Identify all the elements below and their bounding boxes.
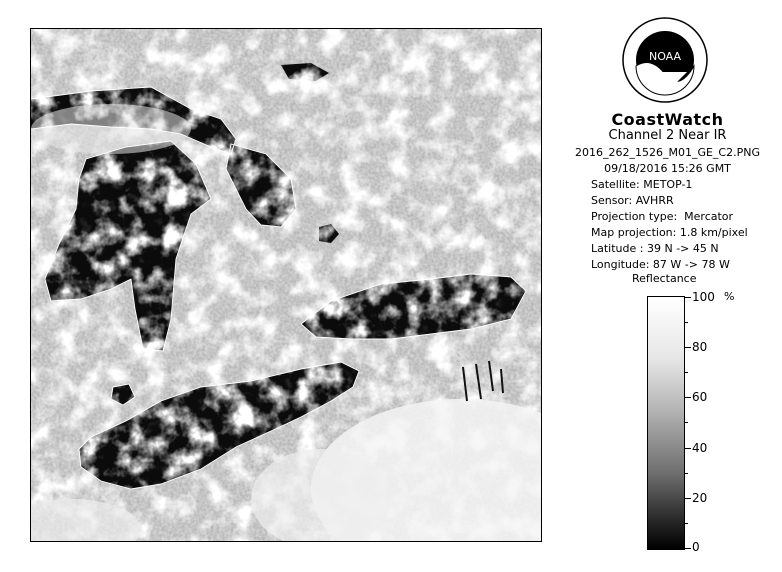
- colorbar-minor-tick: [685, 422, 688, 423]
- noaa-logo: [621, 16, 709, 104]
- meta-satellite: Satellite: METOP-1: [591, 178, 693, 191]
- satellite-image: [31, 29, 542, 542]
- colorbar-tick: [685, 347, 691, 348]
- colorbar-tick-label: 60: [692, 390, 708, 404]
- cloud-band-north: [31, 104, 191, 154]
- datetime-label: 09/18/2016 15:26 GMT: [604, 162, 731, 175]
- colorbar-tick: [685, 548, 691, 549]
- meta-sensor: Sensor: AVHRR: [591, 194, 674, 207]
- meta-longitude: Longitude: 87 W -> 78 W: [591, 258, 730, 271]
- colorbar-minor-tick: [685, 473, 688, 474]
- colorbar-tick-label: 100: [692, 290, 715, 304]
- colorbar-tick-label: 80: [692, 340, 708, 354]
- colorbar-tick-label: 40: [692, 441, 708, 455]
- colorbar-minor-tick: [685, 372, 688, 373]
- colorbar-tick-label: 20: [692, 491, 708, 505]
- colorbar-tick: [685, 498, 691, 499]
- colorbar-minor-tick: [685, 523, 688, 524]
- noaa-logo-text: NOAA: [648, 50, 682, 63]
- colorbar-tick-label: 0: [692, 540, 700, 554]
- colorbar-tick: [685, 448, 691, 449]
- colorbar-label: Reflectance: [632, 272, 697, 285]
- colorbar-tick: [685, 397, 691, 398]
- colorbar-unit: %: [724, 290, 735, 303]
- meta-projection-type: Projection type: Mercator: [591, 210, 734, 223]
- reflectance-colorbar: [647, 296, 685, 550]
- filename-label: 2016_262_1526_M01_GE_C2.PNG: [574, 146, 760, 159]
- channel-subtitle: Channel 2 Near IR: [608, 128, 727, 143]
- satellite-map[interactable]: [30, 28, 542, 542]
- colorbar-tick: [685, 297, 691, 298]
- colorbar-minor-tick: [685, 322, 688, 323]
- meta-latitude: Latitude : 39 N -> 45 N: [591, 242, 719, 255]
- product-title: CoastWatch: [611, 110, 724, 129]
- meta-map-projection: Map projection: 1.8 km/pixel: [591, 226, 748, 239]
